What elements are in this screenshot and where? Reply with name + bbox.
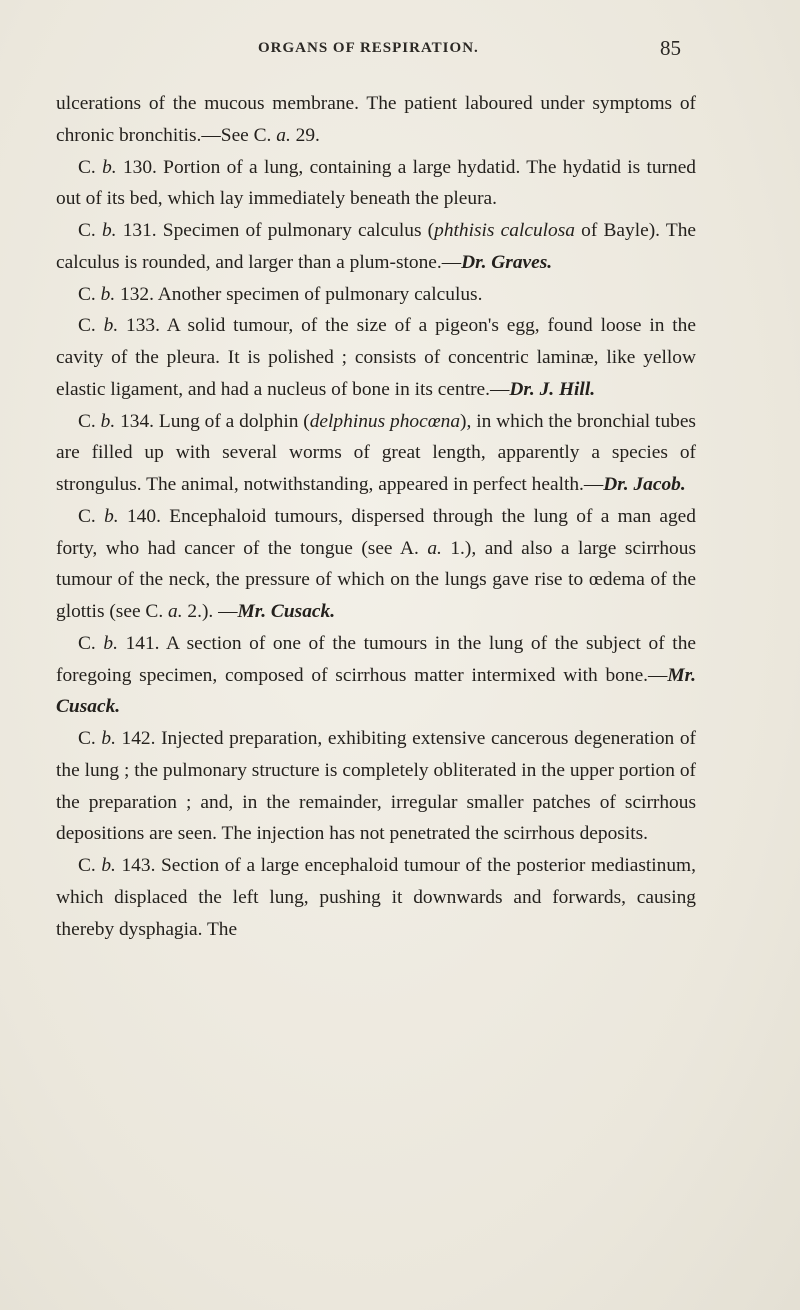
specimen-entry-132 — [56, 279, 696, 311]
text-run: 1.), and also a large scirrhous tumour of the neck, the pressure of which on the lungs gave rise to œdema of the glottis (see C. — [56, 537, 696, 622]
specimen-entry-141 — [56, 628, 696, 723]
text-run: 140. Encephaloid tumours, dispersed through the lung of a man aged forty, who had cancer of the tongue (see A. — [56, 505, 696, 559]
paragraph-continuation — [56, 88, 696, 152]
specimen-entry-143 — [56, 850, 696, 945]
author-signature: Dr. J. Hill. — [509, 378, 596, 400]
italic-text: b. — [100, 410, 116, 432]
text-run: C. — [78, 315, 104, 337]
text-run: C. — [78, 855, 102, 876]
text-run: 29. — [290, 124, 320, 146]
text-run: 143. Section of a large encephaloid tumour of the posterior mediastinum, which displaced the left lung, pushing it downwards and forwards, causing thereby dysphagia. The — [56, 855, 696, 940]
text-run: 130. Portion of a lung, containing a large hydatid. The hydatid is turned out of its bed, which lay immediately beneath the pleura. — [56, 156, 696, 210]
text-run: C. — [78, 220, 102, 241]
text-run: C. — [78, 632, 104, 654]
italic-text: a. — [276, 124, 291, 146]
italic-text: b. — [103, 632, 118, 654]
text-run: C. — [78, 156, 103, 178]
running-title: ORGANS OF RESPIRATION. — [258, 40, 479, 56]
specimen-entry-133 — [56, 310, 696, 405]
italic-text: b. — [101, 728, 116, 749]
specimen-entry-142 — [56, 723, 696, 850]
specimen-entry-130 — [56, 152, 696, 216]
italic-text: delphinus phocœna — [309, 410, 461, 432]
specimen-entry-131 — [56, 215, 696, 279]
text-run: C. — [78, 728, 102, 749]
text-run: ), in which the bronchial tubes are filled up with several worms of great length, apparently a species of strongulus. The animal, notwithstanding, appeared in perfect health.— — [56, 410, 696, 495]
text-run: C. — [78, 283, 101, 305]
text-run: C. — [78, 410, 101, 432]
italic-text: b. — [101, 855, 116, 876]
text-run: 133. A solid tumour, of the size of a pigeon's egg, found loose in the cavity of the pleura. It is polished ; consists of concentric laminæ, like yellow elastic ligament, and had a nucleus of bone in its centre.— — [56, 315, 696, 400]
italic-text: a. — [168, 601, 183, 622]
italic-text: phthisis calculosa — [434, 220, 575, 241]
author-signature: Mr. Cusack. — [237, 601, 336, 622]
text-run: C. — [78, 505, 105, 527]
body-text — [56, 88, 696, 945]
text-run: 134. Lung of a dolphin ( — [115, 410, 310, 432]
italic-text: b. — [100, 283, 116, 305]
italic-text: b. — [103, 315, 119, 337]
running-head — [0, 38, 800, 62]
specimen-entry-140 — [56, 501, 696, 628]
text-run: 142. Injected preparation, exhibiting extensive cancerous degeneration of the lung ; the pulmonary structure is completely obliterated in the upper portion of the preparation ; and, in the remainder, irregular smaller patches of scirrhous depositions are seen. The injection has not penetrated the scirrhous deposits. — [56, 728, 696, 845]
specimen-entry-134 — [56, 406, 696, 501]
text-run: 141. A section of one of the tumours in the lung of the subject of the foregoing specimen, composed of scirrhous matter intermixed with bone.— — [56, 632, 696, 686]
text-run: 132. Another specimen of pulmonary calculus. — [115, 283, 483, 305]
italic-text: b. — [104, 505, 119, 527]
text-run: of Bayle). The calculus is rounded, and larger than a plum-stone.— — [56, 220, 696, 273]
text-run: 2.). — — [182, 601, 238, 622]
author-signature: Mr. Cusack. — [56, 664, 696, 718]
author-signature: Dr. Graves. — [461, 251, 553, 273]
italic-text: b. — [102, 156, 117, 178]
page-number: 85 — [660, 36, 681, 60]
text-run: 131. Specimen of pulmonary calculus ( — [116, 220, 435, 241]
italic-text: a. — [427, 537, 442, 559]
italic-text: b. — [101, 220, 117, 241]
author-signature: Dr. Jacob. — [603, 474, 686, 495]
text-run: ulcerations of the mucous membrane. The patient laboured under symptoms of chronic bronchitis.—See C. — [56, 93, 696, 146]
